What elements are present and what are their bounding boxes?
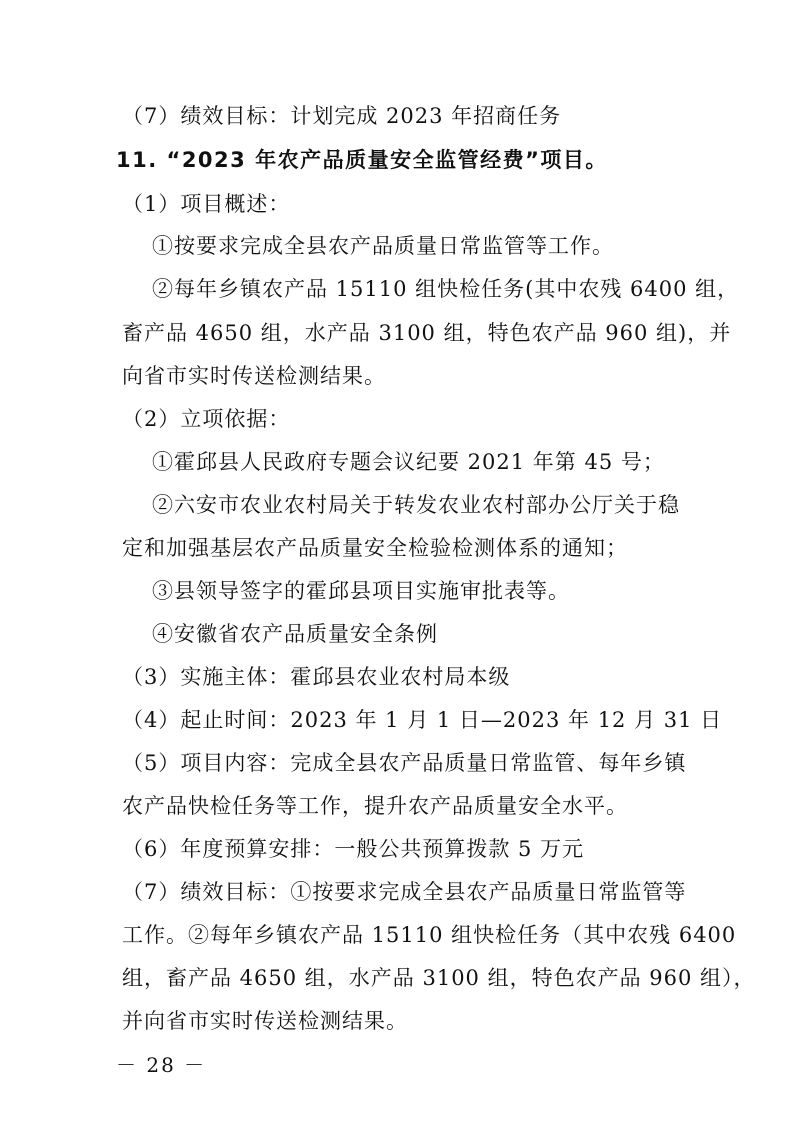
overview-item-2-line-1: ②每年乡镇农产品 15110 组快检任务(其中农残 6400 组， [152,277,740,301]
basis-item-1: ①霍邱县人民政府专题会议纪要 2021 年第 45 号； [152,450,665,474]
basis-item-2-line-1: ②六安市农业农村局关于转发农业农村部办公厅关于稳 [152,493,680,517]
project-overview-heading: （1）项目概述： [122,192,291,216]
basis-item-4: ④安徽省农产品质量安全条例 [152,622,438,646]
performance-goal-line-1: （7）绩效目标：①按要求完成全县农产品质量日常监管等 [122,880,687,904]
basis-item-2-line-2: 定和加强基层农产品质量安全检验检测体系的通知； [122,536,628,560]
basis-item-3: ③县领导签字的霍邱县项目实施审批表等。 [152,579,570,603]
implementing-entity: （3）实施主体：霍邱县农业农村局本级 [122,665,511,689]
performance-goal-line-4: 并向省市实时传送检测结果。 [122,1009,408,1033]
annual-budget: （6）年度预算安排：一般公共预算拨款 5 万元 [122,837,585,861]
overview-item-2-line-2: 畜产品 4650 组，水产品 3100 组，特色农产品 960 组)，并 [122,321,732,345]
performance-goal-line-2: 工作。②每年乡镇农产品 15110 组快检任务（其中农残 6400 [122,923,737,947]
project-content-line-2: 农产品快检任务等工作，提升农产品质量安全水平。 [122,794,628,818]
project-content-line-1: （5）项目内容：完成全县农产品质量日常监管、每年乡镇 [122,751,687,775]
project-period: （4）起止时间：2023 年 1 月 1 日—2023 年 12 月 31 日 [122,708,723,732]
basis-heading: （2）立项依据： [122,407,291,431]
overview-item-2-line-3: 向省市实时传送检测结果。 [122,364,386,388]
performance-goal-line-3: 组，畜产品 4650 组，水产品 3100 组，特色农产品 960 组）， [122,966,756,990]
page-number: － 28 － [116,1053,207,1077]
overview-item-1: ①按要求完成全县农产品质量日常监管等工作。 [152,234,614,258]
section-heading-11: 11. “2023 年农产品质量安全监管经费”项目。 [116,148,608,172]
performance-goal-line-prev: （7）绩效目标：计划完成 2023 年招商任务 [122,104,562,128]
